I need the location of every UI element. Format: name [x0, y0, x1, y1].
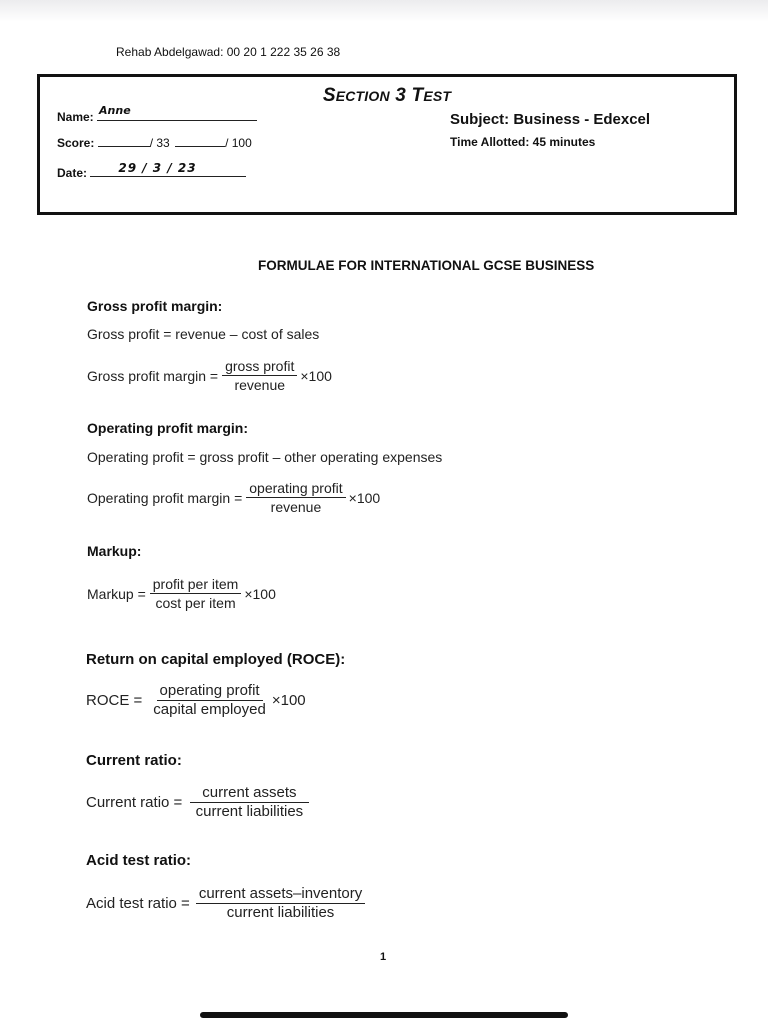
title-letter: T [411, 85, 424, 106]
opm-denominator: revenue [270, 499, 322, 515]
date-handwriting: 29 / 3 / 23 [118, 161, 197, 175]
gpm-multiplier: ×100 [300, 367, 332, 384]
roce-lhs: ROCE = [86, 692, 143, 709]
title-number: 3 [389, 85, 412, 106]
subject-text: Subject: Business - Edexcel [450, 111, 651, 128]
score-line-1 [98, 135, 150, 147]
score-label: Score: [57, 136, 95, 150]
top-status-bar [0, 0, 768, 22]
roce-heading: Return on capital employed (ROCE): [86, 651, 346, 668]
markup-denominator: cost per item [155, 595, 236, 611]
contact-line: Rehab Abdelgawad: 00 20 1 222 35 26 38 [116, 45, 341, 59]
current-ratio-heading: Current ratio: [86, 752, 182, 769]
opm-multiplier: ×100 [348, 489, 381, 506]
current-ratio-lhs: Current ratio = [86, 794, 183, 811]
score-field [57, 135, 252, 150]
roce-numerator: operating profit [157, 683, 263, 701]
markup-numerator: profit per item [150, 576, 242, 594]
date-label: Date: [57, 166, 88, 180]
score-out-of-100: / 100 [225, 136, 252, 150]
section-title [40, 85, 734, 107]
date-line [90, 163, 246, 177]
roce-multiplier: ×100 [271, 692, 306, 709]
markup-multiplier: ×100 [244, 585, 276, 602]
opm-numerator: operating profit [246, 480, 345, 498]
acid-test-denominator: current liabilities [226, 904, 335, 921]
markup-formula [87, 576, 276, 611]
opm-line: Operating profit = gross profit – other operating expenses [87, 449, 443, 465]
gpm-heading: Gross profit margin: [87, 298, 223, 314]
opm-fraction [246, 480, 345, 515]
title-word: EST [423, 88, 452, 104]
acid-test-formula [86, 886, 367, 921]
markup-heading: Markup: [87, 543, 142, 559]
current-ratio-fraction [190, 785, 308, 820]
name-handwriting: Anne [99, 104, 131, 117]
current-ratio-numerator: current assets [190, 785, 308, 803]
title-letter: S [322, 85, 336, 106]
score-out-of-33: / 33 [149, 136, 170, 150]
formulae-heading: FORMULAE FOR INTERNATIONAL GCSE BUSINESS [258, 258, 595, 273]
acid-test-fraction [196, 886, 365, 921]
opm-formula [87, 480, 380, 515]
markup-fraction [150, 576, 242, 611]
title-word: ECTION [335, 88, 390, 104]
current-ratio-formula [86, 785, 311, 820]
time-allotted-text: Time Allotted: 45 minutes [450, 135, 596, 149]
roce-formula [86, 683, 306, 718]
page-number: 1 [380, 951, 387, 963]
score-line-2 [175, 135, 225, 147]
gpm-numerator: gross profit [222, 358, 297, 376]
gpm-fraction [222, 358, 297, 393]
date-field [57, 163, 246, 180]
gpm-denominator: revenue [234, 377, 286, 393]
roce-fraction [150, 683, 269, 718]
acid-test-heading: Acid test ratio: [86, 852, 192, 869]
name-field [57, 104, 257, 124]
test-header-box [37, 74, 737, 215]
markup-lhs: Markup = [87, 585, 146, 602]
gpm-formula [87, 358, 332, 393]
name-line [97, 104, 257, 121]
gpm-lhs: Gross profit margin = [87, 367, 219, 384]
current-ratio-denominator: current liabilities [195, 803, 304, 820]
gpm-line: Gross profit = revenue – cost of sales [87, 326, 320, 342]
name-label: Name: [57, 110, 94, 124]
home-indicator[interactable] [200, 1012, 568, 1018]
roce-denominator: capital employed [153, 701, 266, 718]
opm-heading: Operating profit margin: [87, 420, 248, 436]
opm-lhs: Operating profit margin = [87, 489, 243, 506]
acid-test-numerator: current assets–inventory [196, 886, 365, 904]
acid-test-lhs: Acid test ratio = [86, 895, 190, 912]
